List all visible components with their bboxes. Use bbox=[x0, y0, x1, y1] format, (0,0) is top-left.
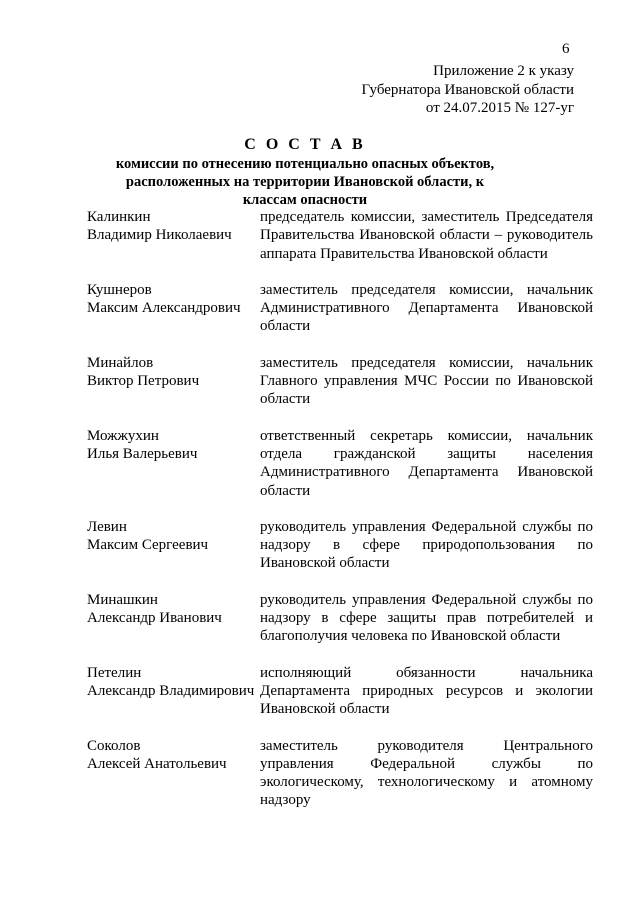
member-row bbox=[87, 281, 593, 336]
member-row bbox=[87, 664, 593, 719]
member-surname: Кушнеров bbox=[87, 281, 152, 298]
member-name bbox=[87, 664, 260, 719]
member-given-name: Илья Валерьевич bbox=[87, 445, 198, 462]
appendix-line-1: Приложение 2 к указу bbox=[433, 63, 574, 79]
document-title: С О С Т А В bbox=[244, 136, 366, 153]
member-surname: Соколов bbox=[87, 737, 141, 754]
member-given-name: Максим Сергеевич bbox=[87, 537, 209, 554]
member-given-name: Виктор Петрович bbox=[87, 373, 200, 390]
member-name bbox=[87, 281, 260, 336]
member-surname: Можжухин bbox=[87, 427, 159, 444]
member-surname: Петелин bbox=[87, 664, 142, 681]
member-role: руководитель управления Федеральной службы по надзору в сфере защиты прав потребителей и благополучия человека по Ивановской области bbox=[260, 591, 593, 645]
member-given-name: Александр Владимирович bbox=[87, 682, 255, 699]
member-row bbox=[87, 427, 593, 500]
member-row bbox=[87, 737, 593, 810]
member-name bbox=[87, 591, 260, 646]
member-role: председатель комиссии, заместитель Председателя Правительства Ивановской области – руководитель аппарата Правительства Ивановской области bbox=[260, 209, 593, 262]
member-role: заместитель председателя комиссии, начальник Административного Департамента Ивановской области bbox=[260, 281, 593, 335]
member-name bbox=[87, 354, 260, 409]
member-given-name: Владимир Николаевич bbox=[87, 227, 232, 244]
member-surname: Левин bbox=[87, 518, 127, 535]
document-subtitle: комиссии по отнесению потенциально опасных объектов, расположенных на территории Ивановской области, к классам опасности bbox=[115, 156, 495, 208]
member-row bbox=[87, 591, 593, 646]
title-block bbox=[100, 135, 510, 209]
member-role: заместитель председателя комиссии, начальник Главного управления МЧС России по Ивановской области bbox=[260, 354, 593, 408]
member-name bbox=[87, 737, 260, 810]
member-surname: Минашкин bbox=[87, 591, 158, 608]
members-list bbox=[87, 208, 593, 828]
appendix-line-3: от 24.07.2015 № 127-уг bbox=[425, 100, 574, 116]
member-role: исполняющий обязанности начальника Департамента природных ресурсов и экологии Ивановской области bbox=[260, 664, 593, 718]
member-given-name: Александр Иванович bbox=[87, 610, 222, 627]
member-name bbox=[87, 427, 260, 500]
member-surname: Калинкин bbox=[87, 209, 151, 225]
page-number: 6 bbox=[562, 41, 570, 57]
member-given-name: Максим Александрович bbox=[87, 300, 241, 317]
appendix-line-2: Губернатора Ивановской области bbox=[361, 81, 574, 98]
member-role: заместитель руководителя Центрального управления Федеральной службы по экологическому, технологическому и атомному надзору bbox=[260, 737, 593, 809]
appendix-header bbox=[361, 62, 574, 118]
member-role: ответственный секретарь комиссии, начальник отдела гражданской защиты населения Административного Департамента Ивановской области bbox=[260, 427, 593, 499]
member-row bbox=[87, 354, 593, 409]
member-surname: Минайлов bbox=[87, 354, 154, 371]
member-name bbox=[87, 208, 260, 263]
member-row bbox=[87, 208, 593, 263]
member-role: руководитель управления Федеральной службы по надзору в сфере природопользования по Ивановской области bbox=[260, 518, 593, 572]
member-row bbox=[87, 518, 593, 573]
member-given-name: Алексей Анатольевич bbox=[87, 755, 227, 772]
member-name bbox=[87, 518, 260, 573]
